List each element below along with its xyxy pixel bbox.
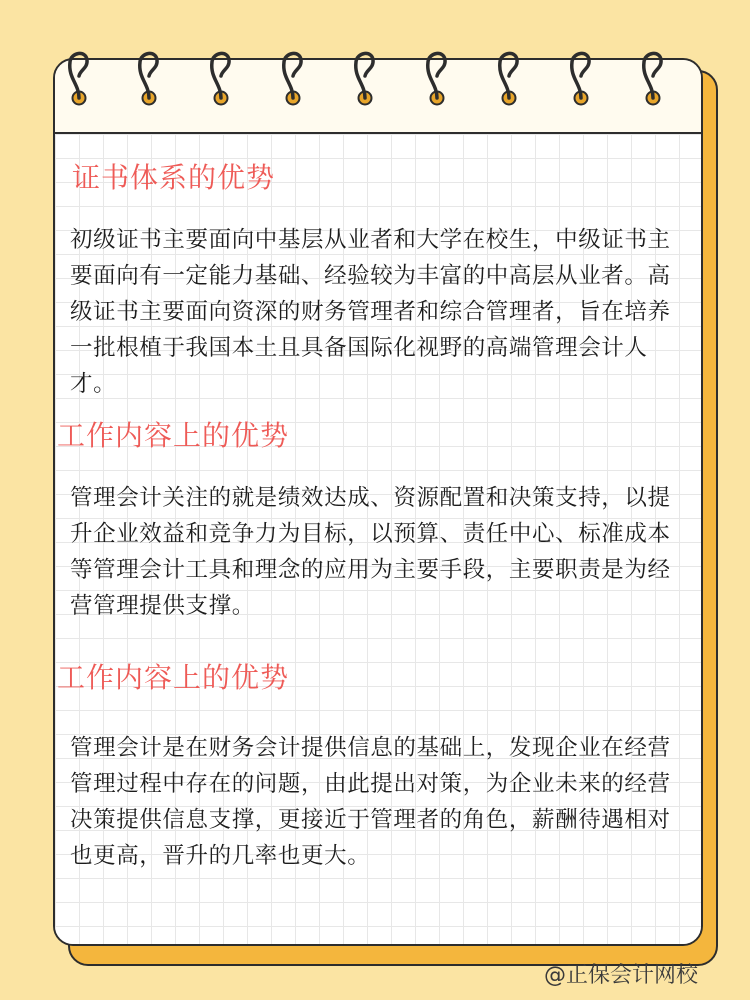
- spiral-ring-icon: [280, 48, 306, 108]
- section-body-work-content-1: 管理会计关注的就是绩效达成、资源配置和决策支持，以提升企业效益和竞争力为目标，以预算、责任中心、标准成本等管理会计工具和理念的应用为主要手段，主要职责是为经营管理提供支撑。: [70, 485, 671, 619]
- section-heading-work-content-2: 工作内容上的优势: [57, 661, 290, 694]
- watermark-text: @正保会计网校: [543, 963, 698, 988]
- spiral-ring-icon: [424, 48, 450, 108]
- section-heading-certificate: 证书体系的优势: [72, 161, 276, 194]
- spiral-ring-icon: [496, 48, 522, 108]
- spiral-ring-icon: [136, 48, 162, 108]
- spiral-ring-icon: [640, 48, 666, 108]
- spiral-ring-icon: [352, 48, 378, 108]
- section-body-work-content-2: 管理会计是在财务会计提供信息的基础上，发现企业在经营管理过程中存在的问题，由此提出对策，为企业未来的经营决策提供信息支撑，更接近于管理者的角色，薪酬待遇相对也更高，晋升的几率也更大。: [70, 735, 671, 869]
- spiral-ring-icon: [208, 48, 234, 108]
- section-body-certificate: 初级证书主要面向中基层从业者和大学在校生，中级证书主要面向有一定能力基础、经验较为丰富的中高层从业者。高级证书主要面向资深的财务管理者和综合管理者，旨在培养一批根植于我国本土且具备国际化视野的高端管理会计人才。: [70, 227, 671, 397]
- spiral-ring-icon: [568, 48, 594, 108]
- spiral-ring-icon: [66, 48, 92, 108]
- section-heading-work-content-1: 工作内容上的优势: [57, 419, 290, 452]
